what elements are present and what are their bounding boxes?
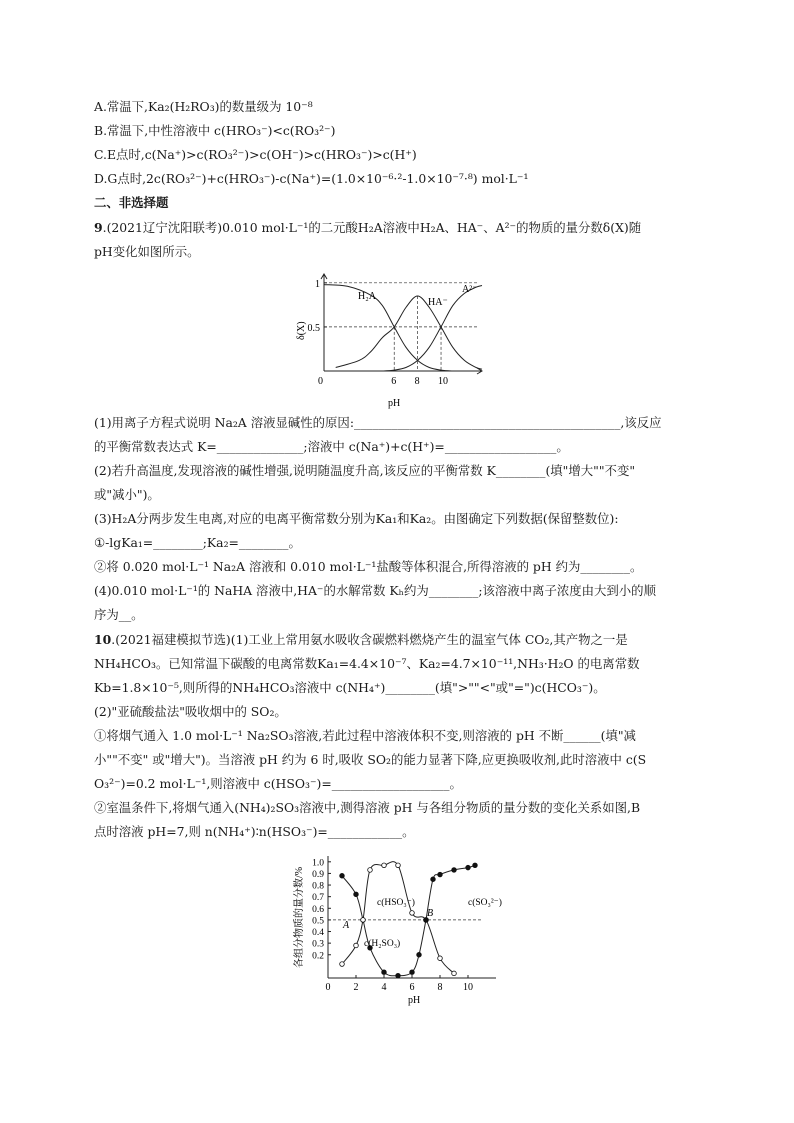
x-tick-label: 2 <box>353 982 359 993</box>
series-label-so3: c(SO₃²⁻) <box>468 898 502 908</box>
x-tick-label: 0 <box>318 376 323 387</box>
x-tick-label: 10 <box>463 982 473 993</box>
q9-part3-line2: ①-lgKa₁=________;Ka₂=________。 <box>94 535 301 550</box>
q10-number: 10 <box>94 632 112 647</box>
q10-line8: ②室温条件下,将烟气通入(NH₄)₂SO₃溶液中,测得溶液 pH 与各组分物质的量分数的变化关系如图,B <box>94 800 641 815</box>
q9-number: 9 <box>94 220 103 235</box>
q9-part2-line2: 或"减小")。 <box>94 487 160 502</box>
q9-part3-line3: ②将 0.020 mol·L⁻¹ Na₂A 溶液和 0.010 mol·L⁻¹盐酸等体积混合,所得溶液的 pH 约为________。 <box>94 559 643 574</box>
figure-delta-ph <box>276 268 486 410</box>
data-point <box>473 863 478 868</box>
data-point <box>431 877 436 882</box>
x-tick-label: 10 <box>438 376 449 387</box>
series-label-hso3: c(HSO₃⁻) <box>377 898 415 908</box>
series-line-0 <box>342 876 426 976</box>
series-label-a2: A²⁻ <box>462 284 478 295</box>
figure1-guides <box>324 283 478 371</box>
figure2-ticks <box>312 858 473 993</box>
y-tick-label: 0.9 <box>312 869 324 880</box>
x-tick-label: 6 <box>391 376 397 387</box>
data-point <box>396 863 401 868</box>
figure1-axes <box>321 274 482 374</box>
figure1-xlabel: pH <box>388 398 401 409</box>
series-line-1 <box>336 296 482 369</box>
option-a: A.常温下,Ka₂(H₂RO₃)的数量级为 10⁻⁸ <box>94 99 313 114</box>
data-point <box>340 962 345 967</box>
data-point <box>340 873 345 878</box>
figure2-xlabel: pH <box>408 995 421 1006</box>
series-label-h2so3: c(H₂SO₃) <box>364 939 401 949</box>
y-tick-label: 0.5 <box>312 916 324 927</box>
data-point <box>438 872 443 877</box>
x-tick-label: 4 <box>381 982 387 993</box>
y-tick-label: 0.3 <box>312 939 324 950</box>
q9-part4-line1: (4)0.010 mol·L⁻¹的 NaHA 溶液中,HA⁻的水解常数 Kₕ约为________;该溶液中离子浓度由大到小的顺 <box>94 583 656 598</box>
point-label-b: B <box>427 908 434 919</box>
q9-stem-text: .(2021辽宁沈阳联考)0.010 mol·L⁻¹的二元酸H₂A溶液中H₂A、HA⁻、A²⁻的物质的量分数δ(X)随 <box>102 220 642 235</box>
data-point <box>452 971 457 976</box>
y-tick-label: 0.6 <box>312 904 324 915</box>
data-point <box>410 970 415 975</box>
q9-stem-line2: pH变化如图所示。 <box>94 244 200 259</box>
figure2-ylabel: 各组分物质的量分数/% <box>294 866 305 968</box>
data-point <box>396 973 401 978</box>
data-point <box>361 918 366 923</box>
q10-line3: Kb=1.8×10⁻⁵,则所得的NH₄HCO₃溶液中 c(NH₄⁺)________(填">""<"或"=")c(HCO₃⁻)。 <box>94 680 606 695</box>
point-label-a: A <box>343 920 350 931</box>
y-tick-label: 0.5 <box>307 322 320 334</box>
q10-line7: O₃²⁻)=0.2 mol·L⁻¹,则溶液中 c(HSO₃⁻)=___________________。 <box>94 776 462 791</box>
data-point <box>410 911 415 916</box>
q10-line5: ①将烟气通入 1.0 mol·L⁻¹ Na₂SO₃溶液,若此过程中溶液体积不变,则溶液的 pH 不断______(填"减 <box>94 728 636 743</box>
data-point <box>466 865 471 870</box>
q9-part1-line2: 的平衡常数表达式 K=______________;溶液中 c(Na⁺)+c(H⁺)=__________________。 <box>94 439 569 454</box>
q10-line2: NH₄HCO₃。已知常温下碳酸的电离常数Ka₁=4.4×10⁻⁷、Ka₂=4.7×10⁻¹¹,NH₃·H₂O 的电离常数 <box>94 656 640 671</box>
q9-part1-line1: (1)用离子方程式说明 Na₂A 溶液显碱性的原因:___________________________________________,该反应 <box>94 415 662 430</box>
figure1-ylabel: δ(X) <box>296 321 307 340</box>
q10-line9: 点时溶液 pH=7,则 n(NH₄⁺)∶n(HSO₃⁻)=____________。 <box>94 824 415 839</box>
data-point <box>382 863 387 868</box>
series-line-1 <box>342 862 454 974</box>
figure-sulfite-fraction <box>290 848 520 1008</box>
q9-stem-line1 <box>94 218 714 238</box>
figure2-axes <box>328 856 496 978</box>
q9-part3-line1: (3)H₂A分两步发生电离,对应的电离平衡常数分别为Ka₁和Ka₂。由图确定下列数据(保留整数位): <box>94 511 619 526</box>
data-point <box>382 970 387 975</box>
data-point <box>368 868 373 873</box>
data-point <box>417 952 422 957</box>
y-tick-label: 1 <box>315 278 320 290</box>
section-title: 二、非选择题 <box>94 195 169 210</box>
option-b: B.常温下,中性溶液中 c(HRO₃⁻)<c(RO₃²⁻) <box>94 123 336 138</box>
x-tick-label: 8 <box>437 982 443 993</box>
series-label-ha: HA⁻ <box>428 297 448 308</box>
q9-part4-line2: 序为__。 <box>94 607 144 622</box>
y-tick-label: 0.4 <box>312 928 324 939</box>
series-line-2 <box>426 865 475 920</box>
x-tick-label: 0 <box>325 982 331 993</box>
y-tick-label: 1.0 <box>312 858 324 869</box>
x-tick-label: 8 <box>414 376 420 387</box>
data-point <box>354 892 359 897</box>
q10-line1-text: .(2021福建模拟节选)(1)工业上常用氨水吸收含碳燃料燃烧产生的温室气体 CO₂,其产物之一是 <box>111 632 628 647</box>
data-point <box>452 868 457 873</box>
q10-line4: (2)"亚硫酸盐法"吸收烟中的 SO₂。 <box>94 704 287 719</box>
figure2-markers <box>340 863 478 978</box>
data-point <box>354 943 359 948</box>
option-d: D.G点时,2c(RO₃²⁻)+c(HRO₃⁻)-c(Na⁺)=(1.0×10⁻⁶·²-1.0×10⁻⁷·⁸) mol·L⁻¹ <box>94 171 529 186</box>
y-tick-label: 0.8 <box>312 881 324 892</box>
y-tick-label: 0.7 <box>312 893 324 904</box>
q9-part2-line1: (2)若升高温度,发现溶液的碱性增强,说明随温度升高,该反应的平衡常数 K________(填"增大""不变" <box>94 463 636 478</box>
q10-line6: 小""不变" 或"增大")。当溶液 pH 约为 6 时,吸收 SO₂的能力显著下降,应更换吸收剂,此时溶液中 c(S <box>94 752 647 767</box>
option-c: C.E点时,c(Na⁺)>c(RO₃²⁻)>c(OH⁻)>c(HRO₃⁻)>c(H⁺) <box>94 147 417 162</box>
y-tick-label: 0.2 <box>312 951 324 962</box>
figure1-series <box>324 285 482 371</box>
q10-line1 <box>94 630 714 650</box>
x-tick-label: 6 <box>409 982 415 993</box>
series-label-h2a: H₂A <box>358 291 376 302</box>
data-point <box>438 956 443 961</box>
